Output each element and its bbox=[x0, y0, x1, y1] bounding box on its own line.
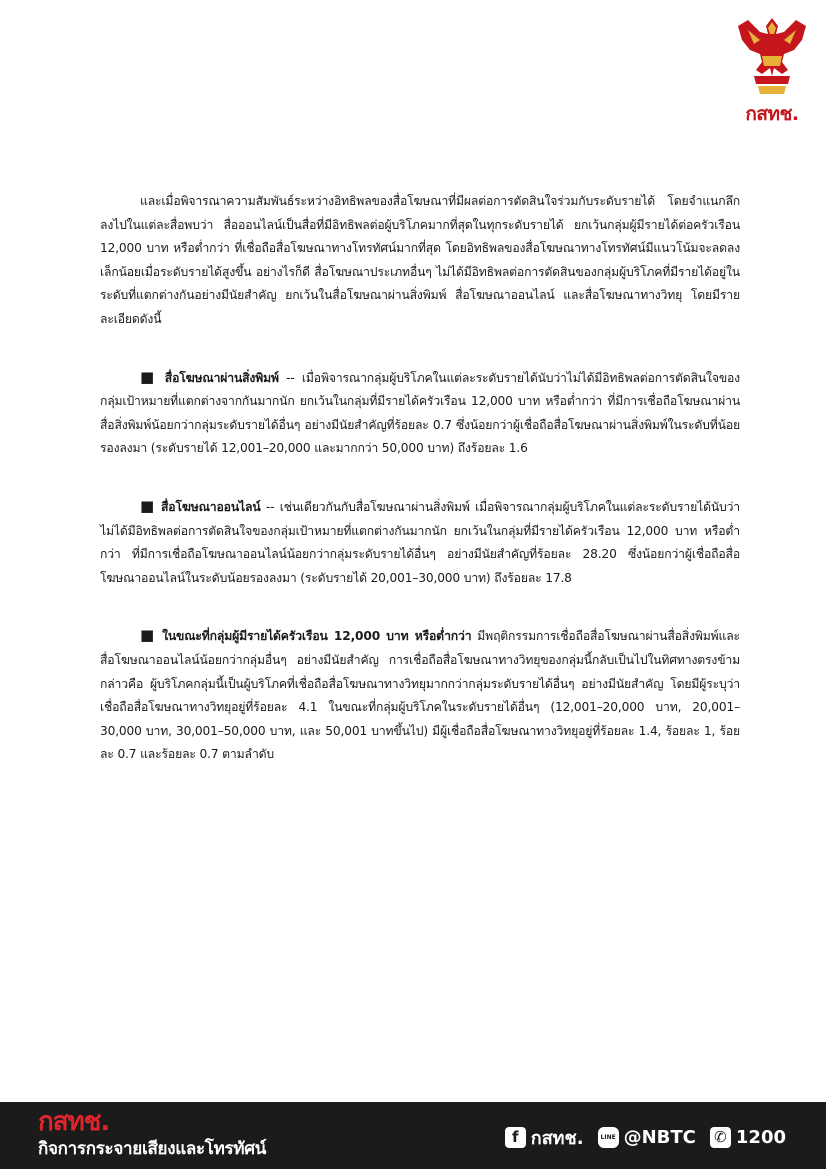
paragraph-text: เมื่อพิจารณากลุ่มผู้บริโภคในแต่ละระดับรายได้นับว่าไม่ได้มีอิทธิพลต่อการตัดสินใจของกลุ่มเป้าหมายที่แตกต่างจากกันมากนัก ยกเว้นในกลุ่มที่มีรายได้ครัวเรือน 12,000 บาท หรือต่ำกว่า ที่มีการเชื่อถือโฆษณาผ่านสื่อสิ่งพิมพ์น้อยกว่ากลุ่มระดับรายได้อื่นๆ อย่างมีนัยสำคัญที่ร้อยละ 0.7 ซึ่งน้อยกว่าผู้เชื่อถือสื่อโฆษณาผ่านสิ่งพิมพ์ในระดับที่น้อยรองลงมา (ระดับรายได้ 12,001–20,000 และมากกว่า 50,000 บาท) ถึงร้อยละ 1.6 bbox=[100, 370, 740, 456]
phone-icon: ✆ bbox=[710, 1127, 731, 1148]
phone-label: 1200 bbox=[735, 1126, 786, 1148]
paragraph-heading: ในขณะที่กลุ่มผู้มีรายได้ครัวเรือน 12,000 บาท หรือต่ำกว่า bbox=[162, 629, 472, 644]
paragraph-text: เช่นเดียวกันกับสื่อโฆษณาผ่านสิ่งพิมพ์ เมื่อพิจารณากลุ่มผู้บริโภคในแต่ละระดับรายได้นับว่าไม่ได้มีอิทธิพลต่อการตัดสินใจของกลุ่มเป้าหมายที่แตกต่างกันมากนัก ยกเว้นในกลุ่มที่มีรายได้ครัวเรือน 12,000 บาท หรือต่ำกว่า ที่มีการเชื่อถือโฆษณาออนไลน์น้อยกว่ากลุ่มระดับรายได้อื่นๆ อย่างมีนัยสำคัญที่ร้อยละ 28.20 ซึ่งน้อยกว่าผู้เชื่อถือสื่อโฆษณาออนไลน์ในระดับน้อยรองลงมา (ระดับรายได้ 20,001–30,000 บาท) ถึงร้อยละ 17.8 bbox=[100, 499, 740, 585]
bullet-square-icon: ■ bbox=[140, 367, 158, 386]
footer-brand: กสทช. bbox=[38, 1107, 110, 1137]
print-media-paragraph bbox=[100, 366, 740, 461]
line-label: @NBTC bbox=[623, 1126, 696, 1148]
paragraph-heading: สื่อโฆษณาผ่านสิ่งพิมพ์ bbox=[164, 370, 279, 385]
facebook-icon: f bbox=[505, 1127, 526, 1148]
paragraph-heading: สื่อโฆษณาออนไลน์ bbox=[161, 499, 261, 514]
online-media-paragraph bbox=[100, 495, 740, 590]
paragraph-text: และเมื่อพิจารณาความสัมพันธ์ระหว่างอิทธิพลของสื่อโฆษณาที่มีผลต่อการตัดสินใจร่วมกับระดับรายได้ โดยจำแนกลึกลงไปในแต่ละสื่อพบว่า สื่อออนไลน์เป็นสื่อที่มีอิทธิพลต่อผู้บริโภคมากที่สุดในทุกระดับรายได้ ยกเว้นกลุ่มผู้มีรายได้ต่อครัวเรือน 12,000 บาท หรือต่ำกว่า ที่เชื่อถือสื่อโฆษณาทางโทรทัศน์มากที่สุด โดยอิทธิพลของสื่อโฆษณาทางโทรทัศน์มีแนวโน้มจะลดลงเล็กน้อยเมื่อระดับรายได้สูงขึ้น อย่างไรก็ดี สื่อโฆษณาประเภทอื่นๆ ไม่ได้มีอิทธิพลต่อการตัดสินของกลุ่มผู้บริโภคที่มีรายได้อยู่ในระดับที่แตกต่างกันอย่างมีนัยสำคัญ ยกเว้นในสื่อโฆษณาผ่านสิ่งพิมพ์ สื่อโฆษณาออนไลน์ และสื่อโฆษณาทางวิทยุ โดยมีรายละเอียดดังนี้ bbox=[100, 194, 740, 326]
bullet-square-icon: ■ bbox=[140, 626, 157, 645]
heading-separator: -- bbox=[278, 370, 302, 385]
logo-text: กสทช. bbox=[745, 103, 799, 125]
phone-contact[interactable] bbox=[710, 1127, 786, 1148]
low-income-paragraph bbox=[100, 624, 740, 767]
document-body bbox=[100, 190, 740, 801]
intro-paragraph bbox=[100, 190, 740, 332]
contact-list bbox=[505, 1124, 786, 1150]
paragraph-text: มีพฤติกรรมการเชื่อถือสื่อโฆษณาผ่านสื่อสิ่งพิมพ์และสื่อโฆษณาออนไลน์น้อยกว่ากลุ่มอื่นๆ อย่างมีนัยสำคัญ การเชื่อถือสื่อโฆษณาทางวิทยุของกลุ่มนี้กลับเป็นไปในทิศทางตรงข้าม กล่าวคือ ผู้บริโภคกลุ่มนี้เป็นผู้บริโภคที่เชื่อถือสื่อโฆษณาทางวิทยุมากกว่ากลุ่มระดับรายได้อื่นๆ อย่างมีนัยสำคัญ โดยมีผู้ระบุว่าเชื่อถือสื่อโฆษณาทางวิทยุอยู่ที่ร้อยละ 4.1 ในขณะที่กลุ่มผู้บริโภคในระดับรายได้อื่นๆ (12,001–20,000 บาท, 20,001–30,000 บาท, 30,001–50,000 บาท, และ 50,001 บาทขึ้นไป) มีผู้เชื่อถือสื่อโฆษณาทางวิทยุอยู่ที่ร้อยละ 1.4, ร้อยละ 1, ร้อยละ 0.7 และร้อยละ 0.7 ตามลำดับ bbox=[100, 629, 740, 762]
footer-subtitle: กิจการกระจายเสียงและโทรทัศน์ bbox=[38, 1139, 267, 1159]
garuda-emblem-icon bbox=[736, 12, 808, 100]
nbtc-logo bbox=[736, 12, 808, 125]
facebook-contact[interactable] bbox=[505, 1123, 584, 1152]
facebook-label: กสทช. bbox=[530, 1127, 584, 1149]
heading-separator: -- bbox=[260, 499, 280, 514]
bullet-square-icon: ■ bbox=[140, 496, 156, 515]
line-contact[interactable] bbox=[598, 1127, 696, 1148]
footer-bar bbox=[0, 1102, 826, 1169]
line-icon: LINE bbox=[598, 1127, 619, 1148]
